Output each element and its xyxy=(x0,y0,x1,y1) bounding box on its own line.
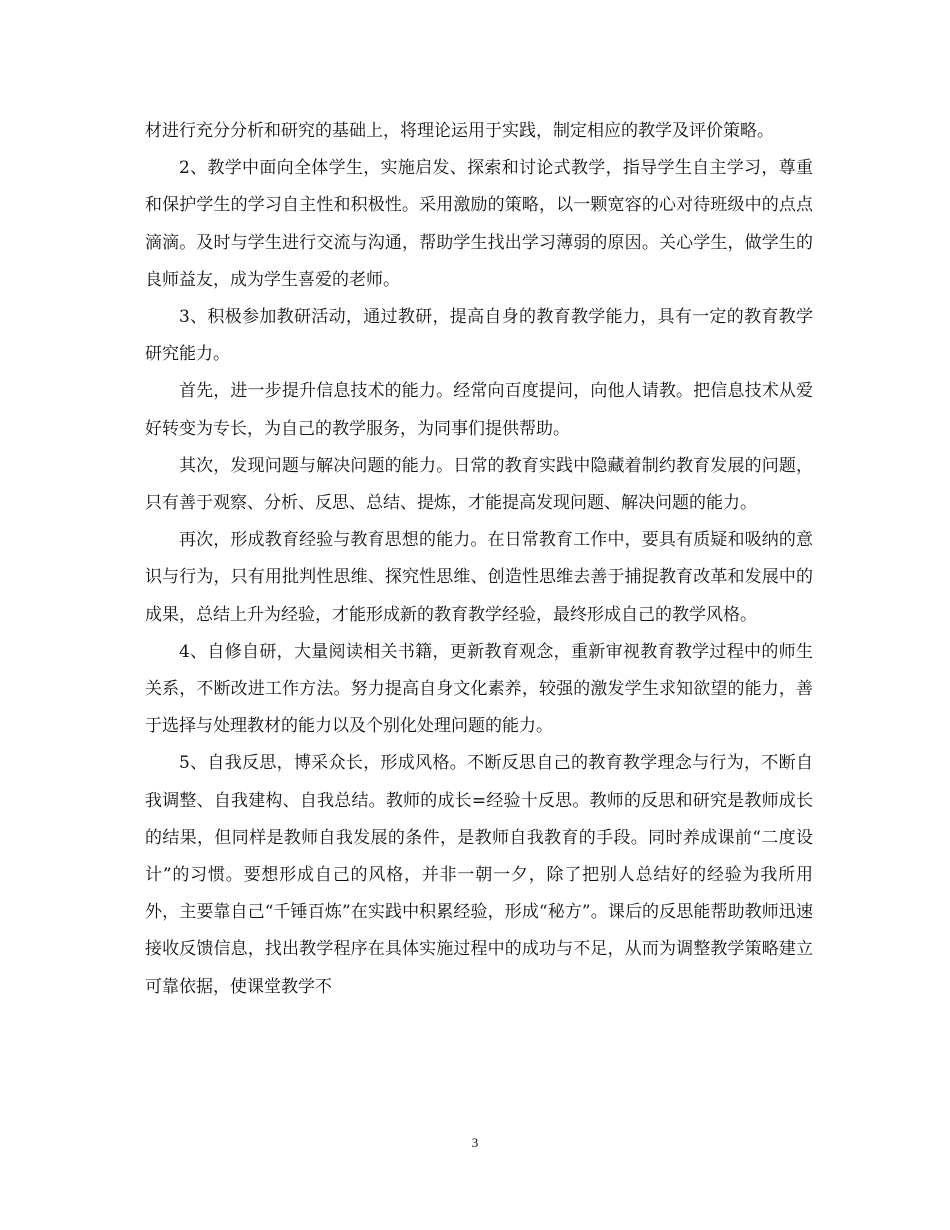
paragraph-first: 首先，进一步提升信息技术的能力。经常向百度提问，向他人请教。把信息技术从爱好转变为专长，为自己的教学服务，为同事们提供帮助。 xyxy=(145,381,813,439)
page-number: 3 xyxy=(471,1135,479,1150)
paragraph-second: 其次，发现问题与解决问题的能力。日常的教育实践中隐藏着制约教育发展的问题，只有善于观察、分析、反思、总结、提炼，才能提高发现问题、解决问题的能力。 xyxy=(145,455,813,514)
paragraph-continuation: 材进行充分分析和研究的基础上，将理论运用于实践，制定相应的教学及评价策略。 xyxy=(145,121,774,141)
paragraph-item-3: 3、积极参加教研活动，通过教研，提高自身的教育教学能力，具有一定的教育教学研究能力。 xyxy=(145,307,813,365)
document-body xyxy=(145,113,813,1006)
paragraph-item-2: 2、教学中面向全体学生，实施启发、探索和讨论式教学，指导学生自主学习，尊重和保护学生的学习自主性和积极性。采用激励的策略，以一颗宽容的心对待班级中的点点滴滴。及时与学生进行交流与沟通，帮助学生找出学习薄弱的原因。关心学生，做学生的良师益友，成为学生喜爱的老师。 xyxy=(145,158,813,290)
paragraph-item-4: 4、自修自研，大量阅读相关书籍，更新教育观念，重新审视教育教学过程中的师生关系，不断改进工作方法。努力提高自身文化素养，较强的激发学生求知欲望的能力，善于选择与处理教材的能力以及个别化处理问题的能力。 xyxy=(145,641,813,737)
paragraph-third: 再次，形成教育经验与教育思想的能力。在日常教育工作中，要具有质疑和吸纳的意识与行为，只有用批判性思维、探究性思维、创造性思维去善于捕捉教育改革和发展中的成果，总结上升为经验，才能形成新的教育教学经验，最终形成自己的教学风格。 xyxy=(145,530,813,625)
paragraph-item-5: 5、自我反思，博采众长，形成风格。不断反思自己的教育教学理念与行为，不断自我调整、自我建构、自我总结。教师的成长=经验十反思。教师的反思和研究是教师成长的结果，但同样是教师自我发展的条件，是教师自我教育的手段。同时养成课前“二度设计”的习惯。要想形成自己的风格，并非一朝一夕，除了把别人总结好的经验为我所用外，主要靠自己“千锤百炼”在实践中积累经验，形成“秘方”。课后的反思能帮助教师迅速接收反馈信息，找出教学程序在具体实施过程中的成功与不足，从而为调整教学策略建立可靠依据，使课堂教学不 xyxy=(145,753,813,997)
